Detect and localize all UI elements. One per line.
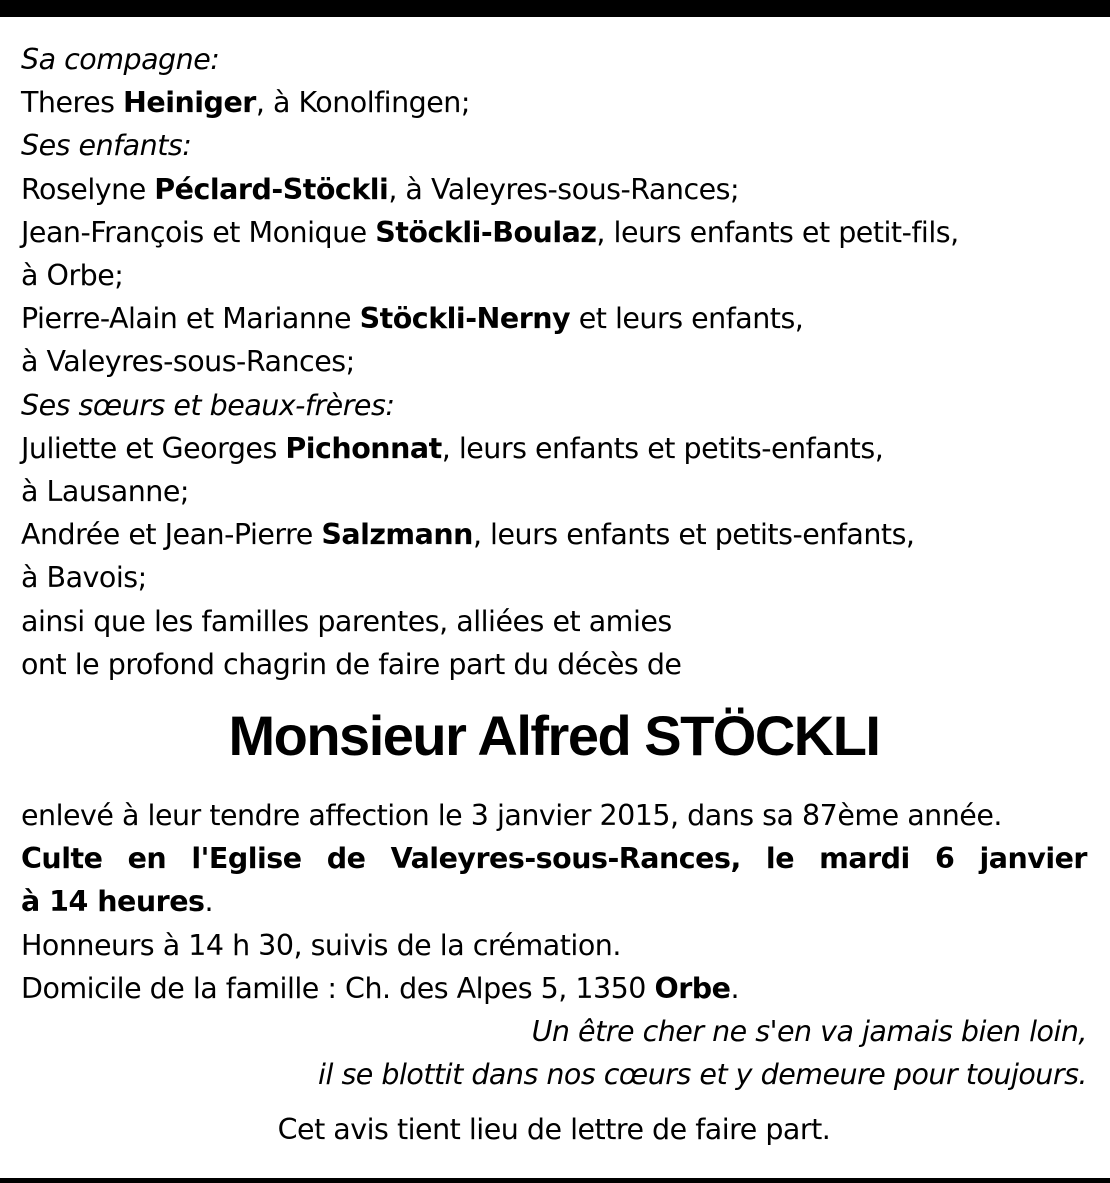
bottom-border [0,1178,1110,1183]
death-line: enlevé à leur tendre affection le 3 janvier 2015, dans sa 87ème année. [21,799,1002,833]
quote-line-1: Un être cher ne s'en va jamais bien loin, [531,1015,1087,1049]
sister1-surname: Pichonnat [285,431,442,465]
sister2-surname: Salzmann [321,518,473,552]
child3-rest: et leurs enfants, [570,302,804,336]
quote-line-2: il se blottit dans nos cœurs et y demeure pour toujours. [318,1058,1087,1092]
sister2-rest: , leurs enfants et petits-enfants, [472,518,915,552]
culte-end: . [204,885,214,919]
culte-time: à 14 heures [21,885,205,919]
sister1-rest: , leurs enfants et petits-enfants, [441,431,884,465]
child2-surname: Stöckli-Boulaz [375,215,597,249]
child3-first: Pierre-Alain et Marianne [21,302,360,336]
child1-surname: Péclard-Stöckli [154,172,389,206]
culte-line-2 [21,880,1087,923]
obituary-notice [21,38,1087,1152]
deceased-name: Monsieur Alfred STÖCKLI [228,704,880,768]
child3-place: à Valeyres-sous-Rances; [21,345,355,379]
compagne-surname: Heiniger [123,86,256,120]
child-entry-1 [21,168,1087,211]
compagne-first: Theres [21,86,124,120]
compagne-entry [21,81,1087,124]
sister-entry-2 [21,513,1087,556]
sister2-place: à Bavois; [21,561,147,595]
compagne-heading: Sa compagne: [21,43,220,76]
child2-rest: , leurs enfants et petit-fils, [596,215,959,249]
domicile-city: Orbe [654,971,731,1005]
domicile-text: Domicile de la famille : Ch. des Alpes 5, 1350 [21,971,655,1005]
child1-first: Roselyne [21,172,155,206]
families-line: ainsi que les familles parentes, alliées et amies [21,604,672,638]
enfants-heading: Ses enfants: [21,129,192,163]
footer-line: Cet avis tient lieu de lettre de faire part. [277,1113,831,1147]
sister-entry-1 [21,427,1087,470]
top-border [0,0,1110,17]
child2-place: à Orbe; [21,259,124,293]
child-entry-3 [21,297,1087,340]
child3-surname: Stöckli-Nerny [359,302,571,336]
compagne-rest: , à Konolfingen; [255,86,470,120]
announce-line: ont le profond chagrin de faire part du décès de [21,647,682,681]
sister1-first: Juliette et Georges [21,431,286,465]
culte-line-1: Culte en l'Eglise de Valeyres-sous-Rances, le mardi 6 janvier [21,842,1087,876]
child-entry-2 [21,211,1087,254]
child1-rest: , à Valeyres-sous-Rances; [388,172,740,206]
domicile-line [21,967,1087,1010]
soeurs-heading: Ses sœurs et beaux-frères: [21,388,395,422]
domicile-end: . [730,971,740,1005]
sister2-first: Andrée et Jean-Pierre [21,518,322,552]
honneurs-line: Honneurs à 14 h 30, suivis de la crémation. [21,928,621,962]
deceased-name-block [21,700,1087,782]
child2-first: Jean-François et Monique [21,215,376,249]
sister1-place: à Lausanne; [21,475,190,509]
